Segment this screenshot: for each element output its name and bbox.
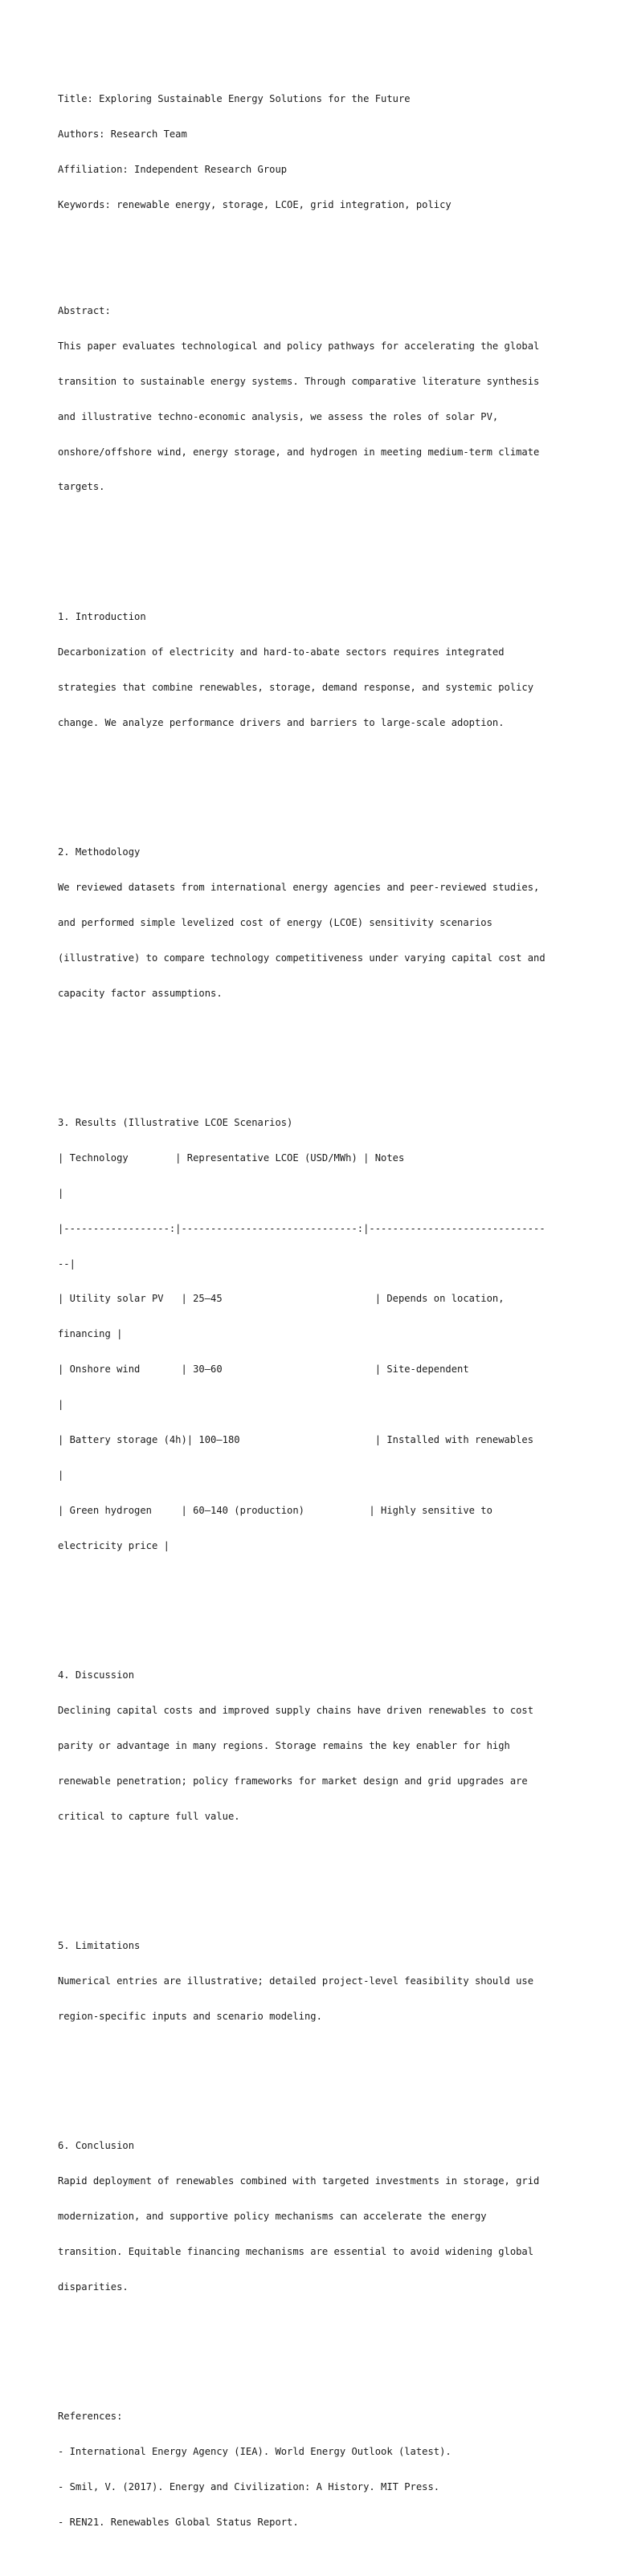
table-line: financing |	[58, 1328, 123, 1340]
table-header-line: | Technology | Representative LCOE (USD/MWh) | Notes	[58, 1151, 405, 1164]
paragraph-line: modernization, and supportive policy mechanisms can accelerate the energy	[58, 2211, 487, 2223]
table-row-line: | Green hydrogen | 60–140 (production) | Highly sensitive to	[58, 1505, 492, 1517]
paper-authors: Authors: Research Team	[58, 128, 187, 140]
spacer	[58, 1869, 572, 1881]
paragraph-line: transition. Equitable financing mechanisms are essential to avoid widening global	[58, 2246, 534, 2258]
spacer	[58, 2341, 572, 2353]
paper-keywords: Keywords: renewable energy, storage, LCOE, grid integration, policy	[58, 198, 452, 210]
paragraph-line: (illustrative) to compare technology competitiveness under varying capital cost and	[58, 952, 545, 964]
reference-item: - REN21. Renewables Global Status Report.	[58, 2517, 299, 2529]
spacer	[58, 1046, 572, 1058]
section-heading: 1. Introduction	[58, 610, 146, 622]
paragraph-line: change. We analyze performance drivers and barriers to large-scale adoption.	[58, 716, 505, 728]
table-line: |	[58, 1399, 64, 1411]
paragraph-line: We reviewed datasets from international energy agencies and peer-reviewed studies,	[58, 881, 540, 893]
spacer	[58, 776, 572, 788]
table-line: --|	[58, 1257, 76, 1270]
reference-item: - International Energy Agency (IEA). World Energy Outlook (latest).	[58, 2446, 452, 2458]
limitations-section	[58, 1917, 572, 2046]
paragraph-line: This paper evaluates technological and policy pathways for accelerating the global	[58, 340, 540, 352]
introduction-section	[58, 587, 572, 752]
paragraph-line: onshore/offshore wind, energy storage, and hydrogen in meeting medium-term climate	[58, 446, 540, 458]
table-separator-line: |------------------:|------------------------------:|------------------------------	[58, 1222, 545, 1234]
section-heading: 6. Conclusion	[58, 2140, 135, 2152]
section-heading: 3. Results (Illustrative LCOE Scenarios)	[58, 1116, 293, 1128]
section-heading: 2. Methodology	[58, 846, 141, 858]
spacer	[58, 2070, 572, 2082]
paragraph-line: disparities.	[58, 2281, 129, 2293]
reference-item: - Smil, V. (2017). Energy and Civilization: A History. MIT Press.	[58, 2481, 440, 2493]
paper-title: Title: Exploring Sustainable Energy Solutions for the Future	[58, 92, 411, 104]
paragraph-line: region-specific inputs and scenario modeling.	[58, 2011, 322, 2023]
spacer	[58, 234, 572, 247]
section-heading: 5. Limitations	[58, 1940, 141, 1952]
discussion-section	[58, 1646, 572, 1846]
paragraph-line: parity or advantage in many regions. Storage remains the key enabler for high	[58, 1740, 510, 1752]
paper-affiliation: Affiliation: Independent Research Group	[58, 163, 288, 175]
table-row-line: | Battery storage (4h)| 100–180 | Installed with renewables	[58, 1434, 534, 1446]
paragraph-line: and illustrative techno-economic analysis, we assess the roles of solar PV,	[58, 410, 499, 422]
results-section	[58, 1093, 572, 1575]
table-row-line: | Utility solar PV | 25–45 | Depends on location,	[58, 1293, 505, 1305]
document-page	[58, 58, 572, 2576]
paragraph-line: capacity factor assumptions.	[58, 987, 223, 999]
methodology-section	[58, 822, 572, 1022]
abstract-section	[58, 281, 572, 516]
spacer	[58, 1599, 572, 1611]
conclusion-section	[58, 2117, 572, 2317]
paragraph-line: transition to sustainable energy systems. Through comparative literature synthesis	[58, 375, 540, 387]
paragraph-line: Numerical entries are illustrative; detailed project-level feasibility should use	[58, 1975, 534, 1987]
spacer	[58, 540, 572, 552]
table-line: electricity price |	[58, 1540, 170, 1552]
table-line: |	[58, 1469, 64, 1482]
paragraph-line: Rapid deployment of renewables combined with targeted investments in storage, grid	[58, 2175, 540, 2187]
paragraph-line: Decarbonization of electricity and hard-to-abate sectors requires integrated	[58, 646, 505, 658]
paragraph-line: targets.	[58, 481, 105, 493]
section-heading: 4. Discussion	[58, 1669, 135, 1681]
section-heading: References:	[58, 2411, 123, 2423]
paragraph-line: critical to capture full value.	[58, 1811, 240, 1823]
paragraph-line: renewable penetration; policy frameworks for market design and grid upgrades are	[58, 1775, 528, 1787]
paragraph-line: strategies that combine renewables, storage, demand response, and systemic policy	[58, 681, 534, 693]
section-heading: Abstract:	[58, 304, 111, 316]
paragraph-line: and performed simple levelized cost of energy (LCOE) sensitivity scenarios	[58, 916, 492, 928]
references-section	[58, 2387, 572, 2552]
paragraph-line: Declining capital costs and improved supply chains have driven renewables to cost	[58, 1705, 534, 1717]
table-row-line: | Onshore wind | 30–60 | Site-dependent	[58, 1363, 469, 1376]
table-line: |	[58, 1187, 64, 1199]
